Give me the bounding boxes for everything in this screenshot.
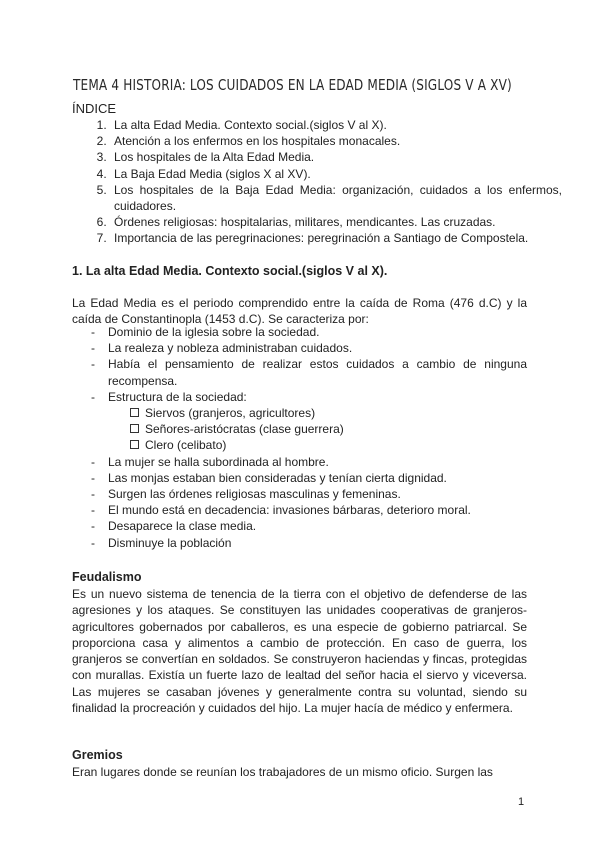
society-structure-list <box>108 405 527 454</box>
gremios-paragraph: Eran lugares donde se reunían los trabajadores de un mismo oficio. Surgen las <box>72 765 493 779</box>
page-number: 1 <box>518 796 525 808</box>
list-item: - Desaparece la clase media. <box>72 518 527 534</box>
checkbox-label: Clero (celibato) <box>145 438 227 453</box>
toc-item: 1. La alta Edad Media. Contexto social.(siglos V al X). <box>110 117 562 133</box>
toc-item: 7. Importancia de las peregrinaciones: peregrinación a Santiago de Compostela. <box>110 230 562 246</box>
index-heading: ÍNDICE <box>72 101 117 116</box>
list-item-society <box>72 389 527 454</box>
list-item: - La realeza y nobleza administraban cuidados. <box>72 340 527 356</box>
toc-item: 4. La Baja Edad Media (siglos X al XV). <box>110 166 562 182</box>
checkbox-icon <box>130 440 139 449</box>
feudalismo-heading: Feudalismo <box>72 570 142 584</box>
list-item: - Dominio de la iglesia sobre la sociedad. <box>72 324 527 340</box>
table-of-contents <box>72 117 562 247</box>
gremios-heading: Gremios <box>72 748 123 762</box>
toc-item: 5. Los hospitales de la Baja Edad Media: organización, cuidados a los enfermos, cuidadores. <box>110 182 562 214</box>
section-intro-paragraph: La Edad Media es el periodo comprendido entre la caída de Roma (476 d.C) y la caída de Constantinopla (1453 d.C). Se caracteriza por: <box>72 296 527 327</box>
document-title: TEMA 4 HISTORIA: LOS CUIDADOS EN LA EDAD MEDIA (SIGLOS V A XV) <box>73 76 512 94</box>
list-item-label: Estructura de la sociedad: <box>108 389 247 404</box>
characteristics-list <box>72 324 527 551</box>
checkbox-item <box>128 437 527 453</box>
section-heading: 1. La alta Edad Media. Contexto social.(siglos V al X). <box>72 264 388 278</box>
checkbox-icon <box>130 424 139 433</box>
list-item: - El mundo está en decadencia: invasiones bárbaras, deterioro moral. <box>72 502 527 518</box>
list-item: - La mujer se halla subordinada al hombre. <box>72 454 527 470</box>
list-item: - Disminuye la población <box>72 535 527 551</box>
checkbox-label: Siervos (granjeros, agricultores) <box>145 406 316 421</box>
checkbox-label: Señores-aristócratas (clase guerrera) <box>145 422 344 437</box>
list-item: - Había el pensamiento de realizar estos cuidados a cambio de ninguna recompensa. <box>72 356 527 388</box>
checkbox-item <box>128 421 527 437</box>
list-item: - Las monjas estaban bien consideradas y tenían cierta dignidad. <box>72 470 527 486</box>
feudalismo-paragraph: Es un nuevo sistema de tenencia de la tierra con el objetivo de defenderse de las agresiones y los ataques. Se constituyen las unidades cooperativas de granjeros-agricultores gobernados por caballeros, es una especie de gobierno patriarcal. Se proporciona casa y alimentos a cambio de protección. En caso de guerra, los granjeros se convertían en soldados. Se construyeron haciendas y fincas, protegidas con murallas. Existía un fuerte lazo de lealtad del señor hacia el siervo y viceversa. Las mujeres se casaban jóvenes y generalmente contra su voluntad, siendo su finalidad la procreación y cuidados del hijo. La mujer hacía de médico y enfermera. <box>72 587 527 716</box>
toc-item: 3. Los hospitales de la Alta Edad Media. <box>110 149 562 165</box>
checkbox-item <box>128 405 527 421</box>
checkbox-icon <box>130 408 139 417</box>
toc-item: 6. Órdenes religiosas: hospitalarias, militares, mendicantes. Las cruzadas. <box>110 214 562 230</box>
toc-item: 2. Atención a los enfermos en los hospitales monacales. <box>110 133 562 149</box>
list-item: - Surgen las órdenes religiosas masculinas y femeninas. <box>72 486 527 502</box>
